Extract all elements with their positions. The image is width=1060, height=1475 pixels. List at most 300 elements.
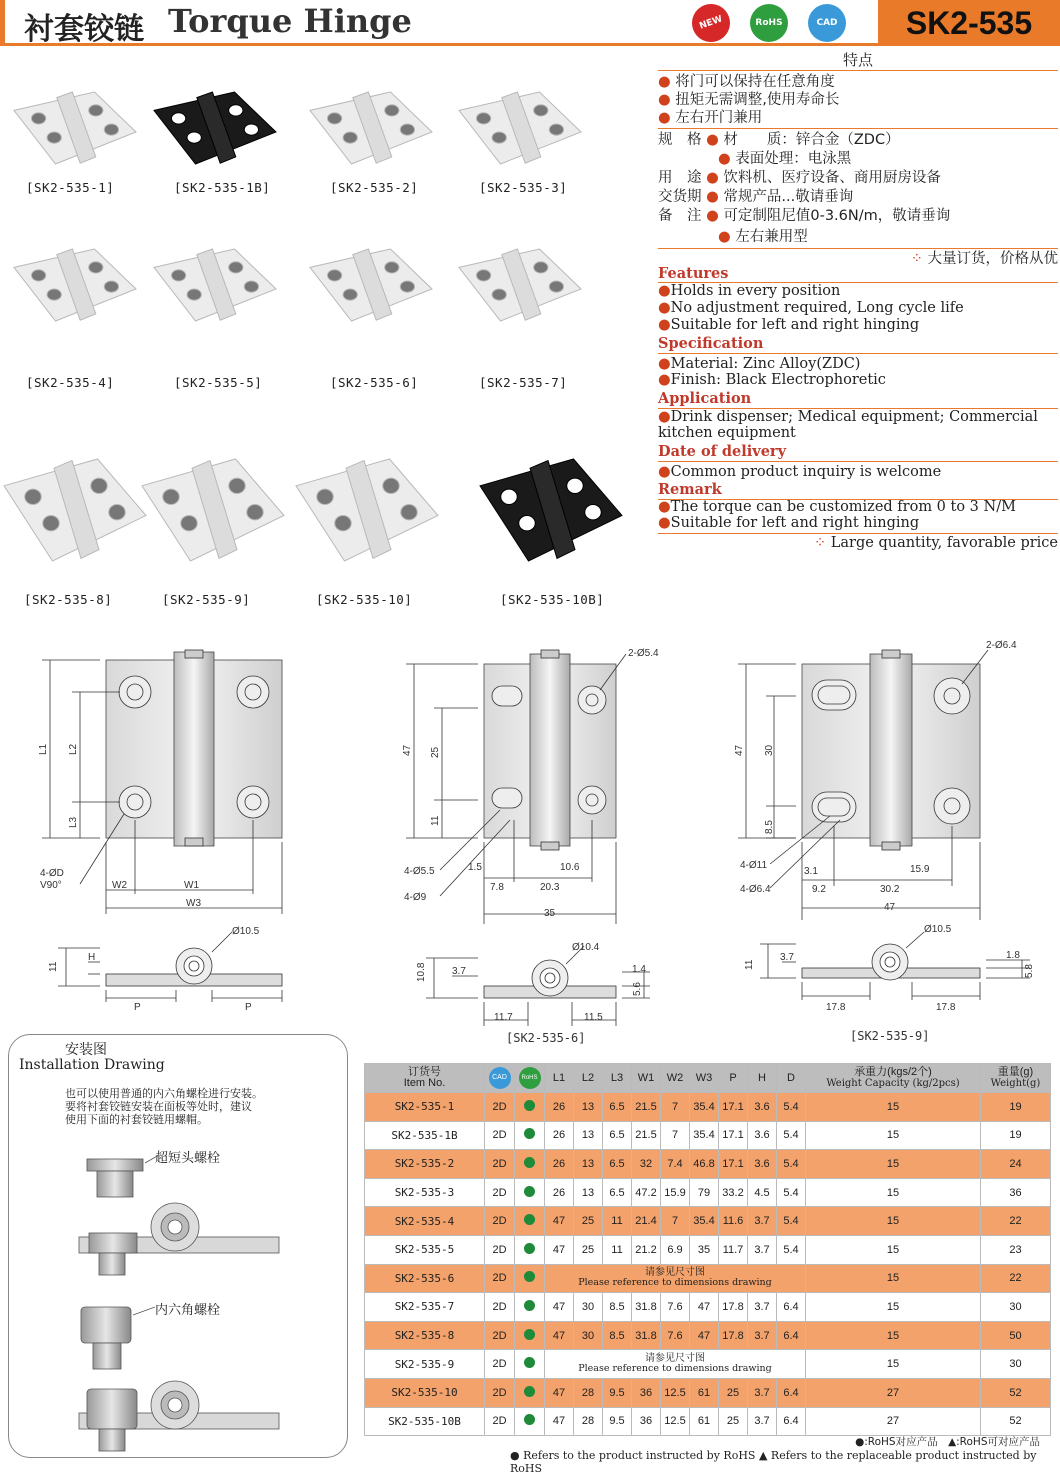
cell-dim: 3.7	[748, 1207, 777, 1236]
cell-dim: 26	[545, 1178, 574, 1207]
table-header-row	[365, 1064, 1051, 1093]
cell-capacity: 27	[806, 1378, 981, 1407]
cell-capacity: 15	[806, 1121, 981, 1150]
cell-dim: 36	[632, 1378, 661, 1407]
cell-dim: 3.7	[748, 1407, 777, 1436]
dim-35: 35	[544, 908, 556, 919]
cell-rohs	[515, 1121, 545, 1150]
dim-1-8: 1.8	[1006, 950, 1020, 961]
cell-dim: 13	[574, 1150, 603, 1179]
photo-caption: [SK2-535-10]	[316, 592, 413, 607]
delivery-heading-en: Date of delivery	[658, 443, 786, 460]
cell-dim: 11	[603, 1207, 632, 1236]
rohs-dot-icon	[524, 1357, 535, 1368]
th-L3: L3	[603, 1064, 632, 1093]
new-badge: NEW	[687, 0, 736, 47]
cell-dim: 5.4	[777, 1150, 806, 1179]
table-row	[365, 1407, 1051, 1436]
dim-47-d2: 47	[402, 744, 413, 756]
cell-dim: 47	[545, 1235, 574, 1264]
dim-2-d64: 2-Ø6.4	[986, 640, 1017, 651]
delivery-en: ●Common product inquiry is welcome	[658, 464, 942, 480]
feature-en-1: ●Holds in every position	[658, 283, 841, 299]
dim-3-1: 3.1	[804, 866, 818, 877]
rohs-dot-icon	[524, 1271, 535, 1282]
rohs-dot-icon	[524, 1128, 535, 1139]
cell-dim: 7	[661, 1093, 690, 1122]
remark-cn-2: ● 左右兼用型	[718, 229, 808, 245]
legend-en: ● Refers to the product instructed by RoHS ▲ Refers to the replaceable product instructed by RoHS	[510, 1449, 1037, 1475]
cell-capacity: 15	[806, 1178, 981, 1207]
cell-dim: 21.4	[632, 1207, 661, 1236]
photo-caption: [SK2-535-3]	[479, 180, 568, 195]
dim-1-5: 1.5	[468, 862, 482, 873]
product-photo-6	[150, 245, 280, 390]
cell-dim: 6.5	[603, 1178, 632, 1207]
table-row	[365, 1350, 1051, 1379]
feature-cn-2: ● 扭矩无需调整,使用寿命长	[658, 92, 840, 108]
product-photo-9	[0, 455, 150, 607]
table-row	[365, 1121, 1051, 1150]
dim-25-d2: 25	[430, 746, 441, 758]
th-capacity: 承重力(kgs/2个) Weight Capacity (kg/2pcs)	[806, 1064, 981, 1093]
table-row	[365, 1093, 1051, 1122]
dim-L3: L3	[68, 816, 79, 828]
cell-dim: 7.6	[661, 1321, 690, 1350]
dim-4-d55: 4-Ø5.5	[404, 866, 435, 877]
dim-W1: W1	[184, 880, 199, 891]
cell-dim: 5.4	[777, 1178, 806, 1207]
hinge-photo-graphic	[150, 88, 280, 168]
cell-weight: 50	[981, 1321, 1051, 1350]
cell-rohs	[515, 1293, 545, 1322]
cell-dim: 17.8	[719, 1293, 748, 1322]
product-photo-1	[10, 88, 140, 195]
product-photo-7	[306, 245, 436, 390]
cell-dim: 28	[574, 1407, 603, 1436]
cell-dim: 13	[574, 1093, 603, 1122]
th-W3: W3	[690, 1064, 719, 1093]
dim-17-8-right: 17.8	[936, 1002, 956, 1013]
dim-L1: L1	[38, 743, 49, 755]
cell-dim: 33.2	[719, 1178, 748, 1207]
dim-4-d64: 4-Ø6.4	[740, 884, 771, 895]
cell-rohs	[515, 1150, 545, 1179]
th-weight: 重量(g) Weight(g)	[981, 1064, 1051, 1093]
cell-dim: 47	[545, 1293, 574, 1322]
product-photo-12	[476, 455, 626, 607]
cell-dim: 6.9	[661, 1235, 690, 1264]
th-W2: W2	[661, 1064, 690, 1093]
cell-item: SK2-535-10B	[365, 1407, 485, 1436]
cell-dim: 9.5	[603, 1378, 632, 1407]
cell-capacity: 15	[806, 1093, 981, 1122]
hinge-photo-graphic	[476, 455, 626, 565]
dim-20-3: 20.3	[540, 882, 560, 893]
cell-dim: 6.4	[777, 1378, 806, 1407]
cell-dim: 26	[545, 1150, 574, 1179]
cell-dim: 47.2	[632, 1178, 661, 1207]
cell-dim: 35.4	[690, 1093, 719, 1122]
dim-5-6: 5.6	[632, 982, 643, 996]
cell-dim: 17.1	[719, 1093, 748, 1122]
cell-cad: 2D	[485, 1264, 515, 1293]
cell-dim: 61	[690, 1407, 719, 1436]
cell-dim: 26	[545, 1093, 574, 1122]
dim-11-7: 11.7	[494, 1012, 513, 1023]
cell-dim: 11.7	[719, 1235, 748, 1264]
dim-10-6: 10.6	[560, 862, 580, 873]
features-heading-en: Features	[658, 265, 729, 282]
cell-dim: 3.7	[748, 1321, 777, 1350]
table-row	[365, 1207, 1051, 1236]
dim-2-d54: 2-Ø5.4	[628, 648, 659, 659]
spec-finish-cn: ● 表面处理：电泳黑	[718, 151, 852, 167]
photo-caption: [SK2-535-9]	[162, 592, 251, 607]
hinge-photo-graphic	[10, 245, 140, 325]
dim-11-5: 11.5	[584, 1012, 603, 1023]
cell-dim: 35	[690, 1235, 719, 1264]
spec-material-cn: 规 格 ● 材 质：锌合金（ZDC）	[658, 132, 900, 148]
caption-535-9: [SK2-535-9]	[850, 1029, 930, 1043]
dim-W2: W2	[112, 880, 127, 891]
technical-drawings	[0, 630, 1060, 1050]
cad-badge: CAD	[808, 4, 846, 42]
cell-dim: 12.5	[661, 1407, 690, 1436]
cell-dim: 46.8	[690, 1150, 719, 1179]
cell-dim: 6.5	[603, 1150, 632, 1179]
title-chinese: 衬套铰链	[24, 12, 144, 47]
cell-ref-note: 请参见尺寸图 Please reference to dimensions drawing	[545, 1264, 806, 1293]
photo-caption: [SK2-535-5]	[174, 375, 263, 390]
cell-dim: 17.1	[719, 1150, 748, 1179]
cell-dim: 32	[632, 1150, 661, 1179]
cell-cad: 2D	[485, 1321, 515, 1350]
cell-dim: 11	[603, 1235, 632, 1264]
table-row	[365, 1321, 1051, 1350]
feature-cn-3: ● 左右开门兼用	[658, 110, 763, 126]
cell-item: SK2-535-5	[365, 1235, 485, 1264]
cell-dim: 47	[690, 1293, 719, 1322]
cell-dim: 47	[545, 1321, 574, 1350]
cell-weight: 19	[981, 1093, 1051, 1122]
cell-weight: 36	[981, 1178, 1051, 1207]
bulk-cn: ⁘ 大量订货，价格从优	[910, 251, 1058, 267]
cell-capacity: 15	[806, 1150, 981, 1179]
cell-rohs	[515, 1264, 545, 1293]
cell-rohs	[515, 1178, 545, 1207]
th-H: H	[748, 1064, 777, 1093]
cell-dim: 36	[632, 1407, 661, 1436]
cell-dim: 7.6	[661, 1293, 690, 1322]
cell-dim: 47	[545, 1407, 574, 1436]
cell-dim: 25	[574, 1235, 603, 1264]
hinge-photo-graphic	[138, 455, 288, 565]
remark-heading-en: Remark	[658, 481, 722, 498]
th-rohs: RoHS	[515, 1064, 545, 1093]
rohs-dot-icon	[524, 1386, 535, 1397]
cell-dim: 25	[574, 1207, 603, 1236]
photo-caption: [SK2-535-7]	[479, 375, 568, 390]
cell-dim: 6.5	[603, 1121, 632, 1150]
cell-dim: 21.2	[632, 1235, 661, 1264]
dim-1-4: 1.4	[632, 964, 646, 975]
cell-weight: 22	[981, 1264, 1051, 1293]
application-en: ●Drink dispenser; Medical equipment; Commercial kitchen equipment	[658, 409, 1038, 441]
dim-P-right: P	[245, 1002, 252, 1013]
header-bar	[0, 0, 1060, 46]
product-photo-2	[150, 88, 280, 195]
cell-dim: 11.6	[719, 1207, 748, 1236]
delivery-cn: 交货期 ● 常规产品...敬请垂询	[658, 189, 854, 205]
cell-dim: 13	[574, 1178, 603, 1207]
product-photo-10	[138, 455, 288, 607]
cell-capacity: 15	[806, 1293, 981, 1322]
cell-item: SK2-535-2	[365, 1150, 485, 1179]
cell-cad: 2D	[485, 1350, 515, 1379]
rohs-dot-icon	[524, 1157, 535, 1168]
th-W1: W1	[632, 1064, 661, 1093]
cell-dim: 79	[690, 1178, 719, 1207]
cell-dim: 31.8	[632, 1293, 661, 1322]
spec-en-1: ●Material: Zinc Alloy(ZDC)	[658, 356, 861, 372]
dim-47-d3: 47	[734, 744, 745, 756]
dim-4-d11: 4-Ø11	[740, 860, 768, 871]
hinge-photo-graphic	[306, 88, 436, 168]
cell-item: SK2-535-4	[365, 1207, 485, 1236]
cell-rohs	[515, 1350, 545, 1379]
dim-pin-d2: Ø10.4	[572, 942, 600, 953]
photo-caption: [SK2-535-1]	[26, 180, 115, 195]
cell-capacity: 15	[806, 1235, 981, 1264]
spec-heading-en: Specification	[658, 335, 764, 352]
cell-item: SK2-535-7	[365, 1293, 485, 1322]
application-heading-en: Application	[658, 390, 752, 407]
cell-dim: 47	[545, 1378, 574, 1407]
install-diagrams	[9, 1035, 349, 1459]
photo-caption: [SK2-535-10B]	[500, 592, 605, 607]
remark-en-2: ●Suitable for left and right hinging	[658, 515, 920, 531]
dim-30-d3: 30	[764, 744, 775, 756]
cell-cad: 2D	[485, 1121, 515, 1150]
product-photo-11	[292, 455, 442, 607]
cell-cad: 2D	[485, 1207, 515, 1236]
cell-dim: 47	[690, 1321, 719, 1350]
cell-dim: 15.9	[661, 1178, 690, 1207]
cell-item: SK2-535-3	[365, 1178, 485, 1207]
cell-dim: 9.5	[603, 1407, 632, 1436]
cell-cad: 2D	[485, 1407, 515, 1436]
table-row	[365, 1178, 1051, 1207]
rohs-dot-icon	[524, 1414, 535, 1425]
cell-capacity: 15	[806, 1321, 981, 1350]
cell-cad: 2D	[485, 1293, 515, 1322]
install-title-cn: 安装图	[65, 1042, 107, 1058]
photo-caption: [SK2-535-1B]	[174, 180, 271, 195]
cell-dim: 7	[661, 1207, 690, 1236]
cell-weight: 23	[981, 1235, 1051, 1264]
dim-17-8-left: 17.8	[826, 1002, 846, 1013]
cell-cad: 2D	[485, 1378, 515, 1407]
dim-47-w: 47	[884, 902, 896, 913]
use-cn: 用 途 ● 饮料机、医疗设备、商用厨房设备	[658, 170, 941, 186]
cell-capacity: 15	[806, 1207, 981, 1236]
cell-dim: 8.5	[603, 1293, 632, 1322]
rohs-dot-icon	[524, 1186, 535, 1197]
spec-en-2: ●Finish: Black Electrophoretic	[658, 372, 886, 388]
cell-cad: 2D	[485, 1235, 515, 1264]
bolt1-label: 超短头螺栓	[155, 1151, 221, 1166]
feature-en-3: ●Suitable for left and right hinging	[658, 317, 920, 333]
th-P: P	[719, 1064, 748, 1093]
header-accent	[0, 0, 5, 46]
cell-cad: 2D	[485, 1093, 515, 1122]
cell-dim: 35.4	[690, 1207, 719, 1236]
cell-capacity: 15	[806, 1350, 981, 1379]
hinge-photo-graphic	[455, 88, 585, 168]
rohs-dot-icon	[524, 1329, 535, 1340]
photo-caption: [SK2-535-4]	[26, 375, 115, 390]
product-photo-5	[10, 245, 140, 390]
install-note: 也可以使用普通的内六角螺栓进行安装。 要将衬套铰链安装在面板等处时，建议 使用下面的衬套铰链用螺帽。	[65, 1087, 263, 1126]
cell-weight: 19	[981, 1121, 1051, 1150]
cell-dim: 30	[574, 1321, 603, 1350]
spec-table	[364, 1063, 1051, 1436]
cell-dim: 31.8	[632, 1321, 661, 1350]
table-row	[365, 1264, 1051, 1293]
th-cad: CAD	[485, 1064, 515, 1093]
cell-dim: 28	[574, 1378, 603, 1407]
table-row	[365, 1235, 1051, 1264]
cell-rohs	[515, 1407, 545, 1436]
cell-ref-note: 请参见尺寸图 Please reference to dimensions drawing	[545, 1350, 806, 1379]
cell-weight: 24	[981, 1150, 1051, 1179]
table-row	[365, 1293, 1051, 1322]
cell-weight: 52	[981, 1378, 1051, 1407]
cell-dim: 5.4	[777, 1207, 806, 1236]
cell-dim: 4.5	[748, 1178, 777, 1207]
dim-10-8: 10.8	[416, 962, 427, 982]
dim-W3: W3	[186, 898, 201, 909]
cell-item: SK2-535-1B	[365, 1121, 485, 1150]
cell-rohs	[515, 1093, 545, 1122]
cell-dim: 61	[690, 1378, 719, 1407]
dim-9-2: 9.2	[812, 884, 826, 895]
cell-item: SK2-535-1	[365, 1093, 485, 1122]
cell-weight: 30	[981, 1350, 1051, 1379]
dim-pin-d1: Ø10.5	[232, 926, 260, 937]
th-L1: L1	[545, 1064, 574, 1093]
product-photo-8	[455, 245, 585, 390]
dim-8-5: 8.5	[764, 820, 775, 834]
dim-15-9: 15.9	[910, 864, 930, 875]
rohs-badge: RoHS	[750, 4, 788, 42]
cell-dim: 35.4	[690, 1121, 719, 1150]
cell-dim: 3.7	[748, 1293, 777, 1322]
th-D: D	[777, 1064, 806, 1093]
cell-dim: 47	[545, 1207, 574, 1236]
cell-dim: 17.1	[719, 1121, 748, 1150]
hinge-photo-graphic	[150, 245, 280, 325]
cell-dim: 3.7	[748, 1235, 777, 1264]
cell-weight: 52	[981, 1407, 1051, 1436]
cell-item: SK2-535-8	[365, 1321, 485, 1350]
cell-dim: 5.4	[777, 1093, 806, 1122]
cell-dim: 5.4	[777, 1121, 806, 1150]
cell-dim: 21.5	[632, 1121, 661, 1150]
cell-dim: 6.4	[777, 1321, 806, 1350]
dim-11-d1: 11	[48, 961, 59, 972]
photo-caption: [SK2-535-2]	[330, 180, 419, 195]
feature-cn-1: ● 将门可以保持在任意角度	[658, 74, 835, 90]
cell-dim: 13	[574, 1121, 603, 1150]
dim-3-7-d3: 3.7	[780, 952, 794, 963]
cell-weight: 30	[981, 1293, 1051, 1322]
features-heading-cn: 特点	[842, 51, 873, 69]
th-item: 订货号 Item No.	[365, 1064, 485, 1093]
bolt2-label: 内六角螺栓	[155, 1303, 221, 1318]
th-L2: L2	[574, 1064, 603, 1093]
cell-dim: 6.4	[777, 1293, 806, 1322]
dim-3-7-d2: 3.7	[452, 966, 466, 977]
dim-L2: L2	[68, 743, 79, 755]
cell-dim: 3.6	[748, 1093, 777, 1122]
photo-caption: [SK2-535-6]	[330, 375, 419, 390]
legend-cn: ●:RoHS对应产品 ▲:RoHS可对应产品	[855, 1436, 1040, 1448]
product-photo-3	[306, 88, 436, 195]
dim-4-hole-D: 4-ØD	[40, 868, 64, 879]
hinge-photo-graphic	[0, 455, 150, 565]
cell-dim: 30	[574, 1293, 603, 1322]
cell-item: SK2-535-6	[365, 1264, 485, 1293]
rohs-dot-icon	[524, 1214, 535, 1225]
hinge-photo-graphic	[292, 455, 442, 565]
model-number: SK2-535	[878, 0, 1060, 46]
cell-dim: 7.4	[661, 1150, 690, 1179]
cell-dim: 3.6	[748, 1150, 777, 1179]
title-english: Torque Hinge	[168, 2, 412, 40]
cell-dim: 6.4	[777, 1407, 806, 1436]
dim-7-8: 7.8	[490, 882, 504, 893]
remark-cn-1: 备 注 ● 可定制阻尼值0-3.6N/m，敬请垂询	[658, 208, 951, 224]
cell-item: SK2-535-10	[365, 1378, 485, 1407]
cell-dim: 6.5	[603, 1093, 632, 1122]
cell-dim: 3.6	[748, 1121, 777, 1150]
cell-rohs	[515, 1378, 545, 1407]
feature-en-2: ●No adjustment required, Long cycle life	[658, 300, 964, 316]
table-row	[365, 1150, 1051, 1179]
dim-countersink: V90°	[40, 880, 62, 891]
footer-legend	[360, 1434, 1060, 1475]
cell-dim: 5.4	[777, 1235, 806, 1264]
photo-caption: [SK2-535-8]	[24, 592, 113, 607]
cell-dim: 3.7	[748, 1378, 777, 1407]
bulk-en: ⁘ Large quantity, favorable price	[814, 535, 1058, 551]
hinge-photo-graphic	[455, 245, 585, 325]
installation-panel	[8, 1034, 348, 1458]
rohs-dot-icon	[524, 1300, 535, 1311]
caption-535-6: [SK2-535-6]	[506, 1031, 586, 1045]
cell-dim: 17.8	[719, 1321, 748, 1350]
dim-11-d3: 11	[744, 959, 755, 970]
cell-rohs	[515, 1235, 545, 1264]
cell-capacity: 27	[806, 1407, 981, 1436]
dim-4-d9: 4-Ø9	[404, 892, 427, 903]
dim-H: H	[88, 952, 96, 963]
hinge-photo-graphic	[10, 88, 140, 168]
cell-dim: 8.5	[603, 1321, 632, 1350]
cell-dim: 21.5	[632, 1093, 661, 1122]
